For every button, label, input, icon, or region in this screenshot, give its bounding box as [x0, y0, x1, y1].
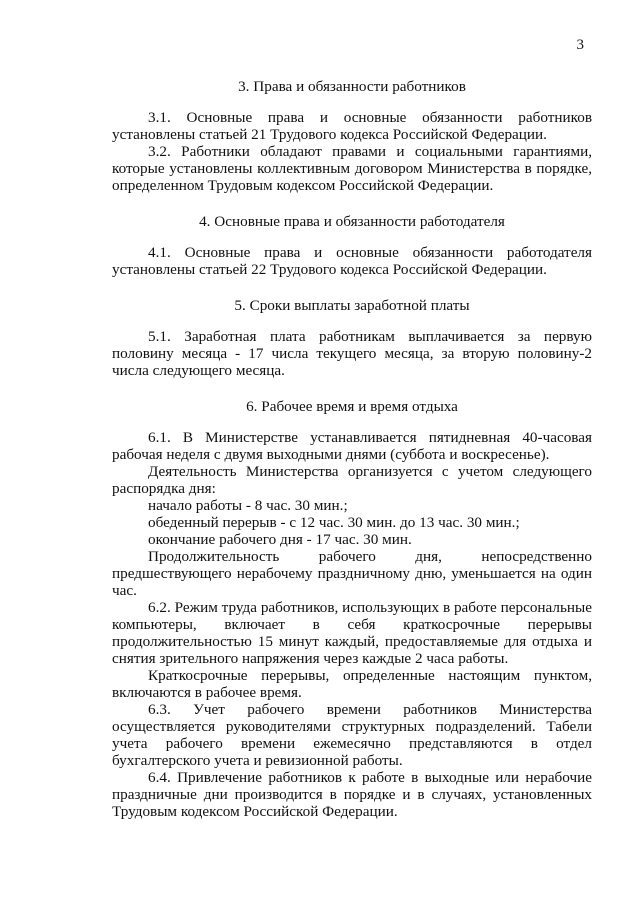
- section-heading-3: 3. Права и обязанности работников: [238, 78, 466, 95]
- document-body: [112, 78, 592, 820]
- paragraph-6-1: 6.1. В Министерстве устанавливается пятидневная 40-часовая рабочая неделя с двумя выходными днями (суббота и воскресенье).: [112, 429, 592, 463]
- paragraph-6-1-schedule-intro: Деятельность Министерства организуется с учетом следующего распорядка дня:: [112, 463, 592, 497]
- paragraph-6-2: 6.2. Режим труда работников, использующих в работе персональные компьютеры, включает в себя краткосрочные перерывы продолжительностью 15 минут каждый, предоставляемые для отдыха и снятия зрительного напряжения через каждые 2 часа работы.: [112, 599, 592, 667]
- paragraph-5-1: 5.1. Заработная плата работникам выплачивается за первую половину месяца - 17 числа текущего месяца, за вторую половину-2 числа следующего месяца.: [112, 328, 592, 379]
- paragraph-6-1-short-day: Продолжительность рабочего дня, непосредственно предшествующего нерабочему праздничному дню, уменьшается на один час.: [112, 548, 592, 599]
- schedule-end: окончание рабочего дня - 17 час. 30 мин.: [148, 531, 412, 548]
- paragraph-3-2: 3.2. Работники обладают правами и социальными гарантиями, которые установлены коллективным договором Министерства в порядке, определенном Трудовым кодексом Российской Федерации.: [112, 143, 592, 194]
- schedule-start: начало работы - 8 час. 30 мин.;: [148, 497, 348, 514]
- section-heading-6: 6. Рабочее время и время отдыха: [246, 398, 458, 415]
- page-number: 3: [576, 37, 584, 53]
- paragraph-4-1: 4.1. Основные права и основные обязанности работодателя установлены статьей 22 Трудового кодекса Российской Федерации.: [112, 244, 592, 278]
- schedule-lunch: обеденный перерыв - с 12 час. 30 мин. до 13 час. 30 мин.;: [148, 514, 520, 531]
- paragraph-3-1: 3.1. Основные права и основные обязанности работников установлены статьей 21 Трудового кодекса Российской Федерации.: [112, 109, 592, 143]
- paragraph-6-4: 6.4. Привлечение работников к работе в выходные или нерабочие праздничные дни производится в порядке и в случаях, установленных Трудовым кодексом Российской Федерации.: [112, 769, 592, 820]
- section-heading-5: 5. Сроки выплаты заработной платы: [234, 297, 470, 314]
- section-heading-4: 4. Основные права и обязанности работодателя: [199, 213, 505, 230]
- paragraph-6-2-breaks: Краткосрочные перерывы, определенные настоящим пунктом, включаются в рабочее время.: [112, 667, 592, 701]
- paragraph-6-3: 6.3. Учет рабочего времени работников Министерства осуществляется руководителями структурных подразделений. Табели учета рабочего времени ежемесячно представляются в отдел бухгалтерского учета и ревизионной работы.: [112, 701, 592, 769]
